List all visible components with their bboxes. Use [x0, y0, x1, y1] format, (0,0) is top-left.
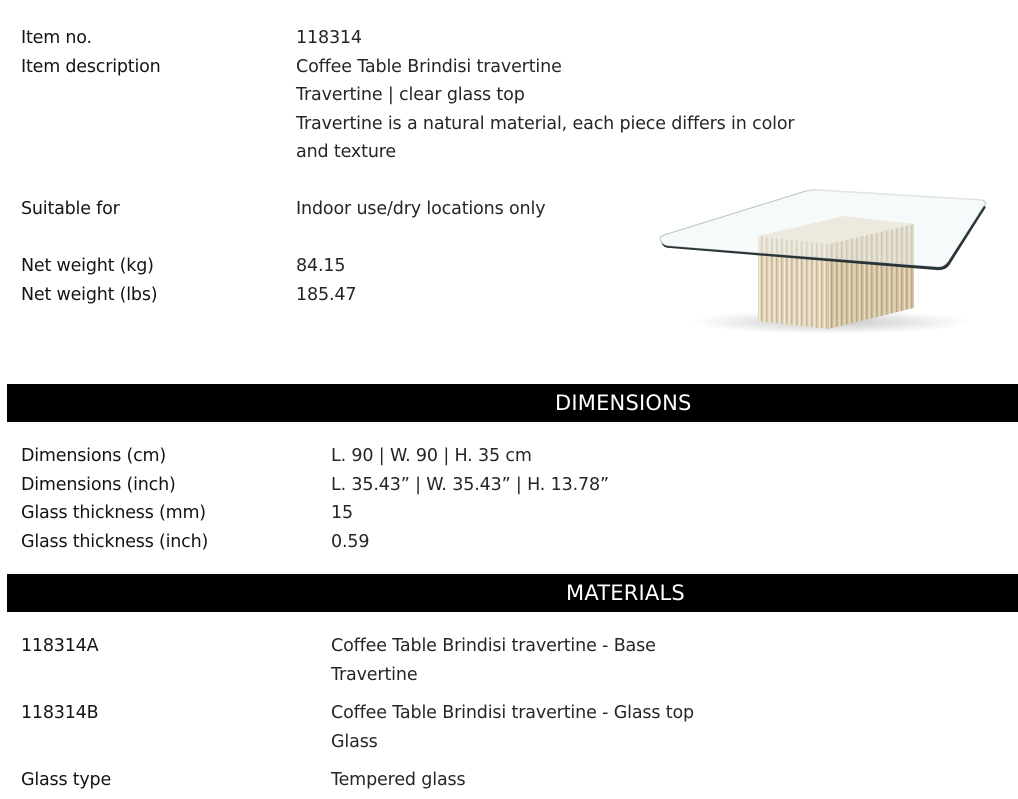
glass-thickness-mm-label: Glass thickness (mm) [21, 503, 206, 523]
glass-type-value: Tempered glass [331, 770, 466, 790]
material-118314a-sub: Travertine [331, 665, 418, 685]
material-118314a-label: 118314A [21, 636, 99, 656]
suitable-for-value: Indoor use/dry locations only [296, 199, 546, 219]
material-118314a-value: Coffee Table Brindisi travertine - Base [331, 636, 656, 656]
material-118314b-sub: Glass [331, 732, 378, 752]
materials-section-title: MATERIALS [566, 581, 685, 605]
item-no-value: 118314 [296, 28, 362, 48]
item-description-line: and texture [296, 142, 397, 162]
net-weight-kg-label: Net weight (kg) [21, 256, 154, 276]
item-description-line: Coffee Table Brindisi travertine [296, 57, 562, 77]
dimensions-inch-value: L. 35.43” | W. 35.43” | H. 13.78” [331, 475, 609, 495]
net-weight-lbs-label: Net weight (lbs) [21, 285, 158, 305]
dimensions-section-bar [7, 384, 1018, 422]
glass-thickness-inch-value: 0.59 [331, 532, 370, 552]
glass-type-label: Glass type [21, 770, 112, 790]
glass-top [660, 190, 986, 267]
product-image [656, 186, 991, 336]
suitable-for-label: Suitable for [21, 199, 120, 219]
item-description-label: Item description [21, 57, 161, 77]
item-no-label: Item no. [21, 28, 92, 48]
dimensions-section-title: DIMENSIONS [555, 391, 692, 415]
material-118314b-value: Coffee Table Brindisi travertine - Glass top [331, 703, 694, 723]
glass-thickness-mm-value: 15 [331, 503, 353, 523]
material-118314b-label: 118314B [21, 703, 99, 723]
dimensions-cm-label: Dimensions (cm) [21, 446, 167, 466]
dimensions-cm-value: L. 90 | W. 90 | H. 35 cm [331, 446, 532, 466]
dimensions-inch-label: Dimensions (inch) [21, 475, 176, 495]
glass-thickness-inch-label: Glass thickness (inch) [21, 532, 209, 552]
item-description-line: Travertine is a natural material, each piece differs in color [296, 114, 795, 134]
net-weight-lbs-value: 185.47 [296, 285, 357, 305]
net-weight-kg-value: 84.15 [296, 256, 346, 276]
item-description-line: Travertine | clear glass top [296, 85, 525, 105]
materials-section-bar [7, 574, 1018, 612]
